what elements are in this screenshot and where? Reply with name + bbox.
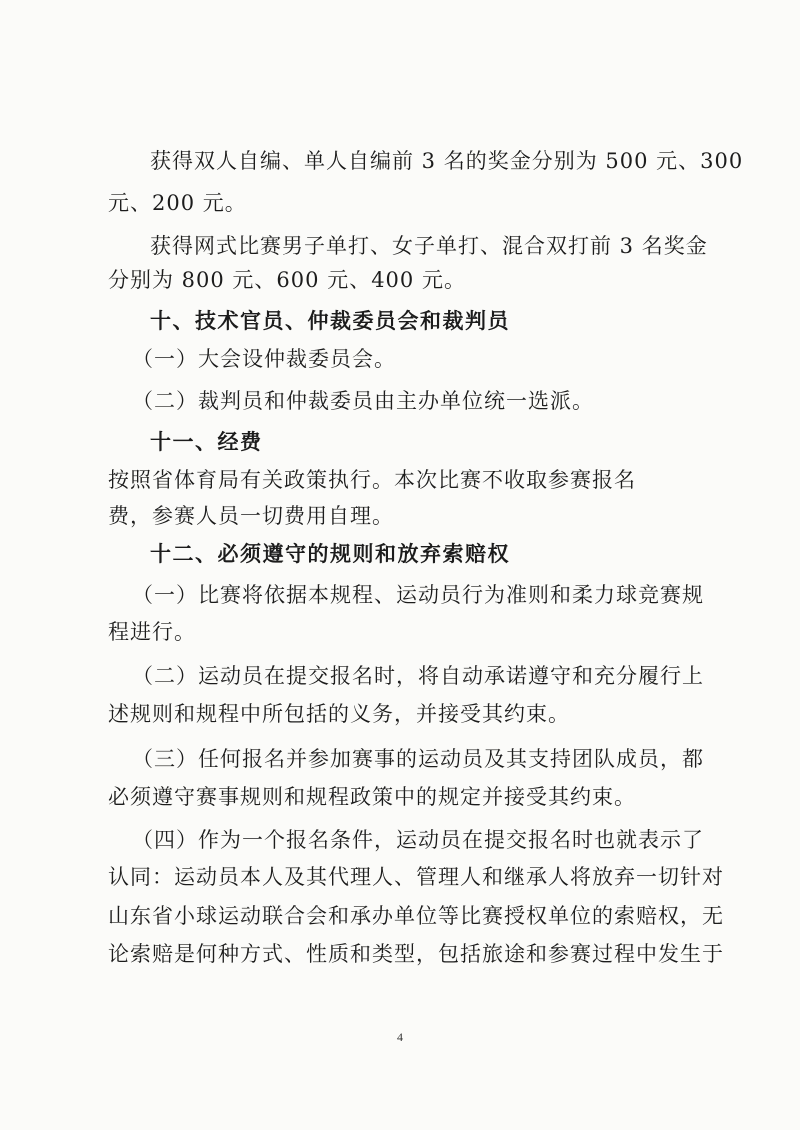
- item-rules-1-line-2: 程进行。: [108, 620, 196, 644]
- paragraph-funding-line-2: 费，参赛人员一切费用自理。: [108, 504, 394, 528]
- item-rules-3-line-2: 必须遵守赛事规则和规程政策中的规定并接受其约束。: [108, 785, 636, 809]
- item-rules-1-line-1: （一）比赛将依据本规程、运动员行为准则和柔力球竞赛规: [132, 583, 704, 607]
- item-referee-selection: （二）裁判员和仲裁委员由主办单位统一选派。: [132, 389, 594, 413]
- item-arbitration-committee: （一）大会设仲裁委员会。: [132, 347, 396, 371]
- item-rules-4-line-4: 论索赔是何种方式、性质和类型，包括旅途和参赛过程中发生于: [108, 942, 724, 966]
- section-heading-rules: 十二、必须遵守的规则和放弃索赔权: [150, 542, 510, 566]
- paragraph-prize-line-3: 获得网式比赛男子单打、女子单打、混合双打前 3 名奖金: [150, 234, 708, 258]
- section-heading-funding: 十一、经费: [150, 430, 263, 454]
- item-rules-4-line-1: （四）作为一个报名条件，运动员在提交报名时也就表示了: [132, 828, 704, 852]
- section-heading-officials: 十、技术官员、仲裁委员会和裁判员: [150, 309, 510, 333]
- item-rules-4-line-3: 山东省小球运动联合会和承办单位等比赛授权单位的索赔权，无: [108, 904, 724, 928]
- paragraph-prize-line-1: 获得双人自编、单人自编前 3 名的奖金分别为 500 元、300: [150, 149, 744, 173]
- item-rules-2-line-2: 述规则和规程中所包括的义务，并接受其约束。: [108, 702, 570, 726]
- item-rules-3-line-1: （三）任何报名并参加赛事的运动员及其支持团队成员，都: [132, 747, 704, 771]
- item-rules-2-line-1: （二）运动员在提交报名时，将自动承诺遵守和充分履行上: [132, 664, 704, 688]
- paragraph-prize-line-2: 元、200 元。: [108, 191, 247, 215]
- paragraph-funding-line-1: 按照省体育局有关政策执行。本次比赛不收取参赛报名: [108, 468, 636, 492]
- paragraph-prize-line-4: 分别为 800 元、600 元、400 元。: [108, 268, 466, 292]
- page-number: 4: [397, 1030, 403, 1044]
- item-rules-4-line-2: 认同：运动员本人及其代理人、管理人和继承人将放弃一切针对: [108, 865, 724, 889]
